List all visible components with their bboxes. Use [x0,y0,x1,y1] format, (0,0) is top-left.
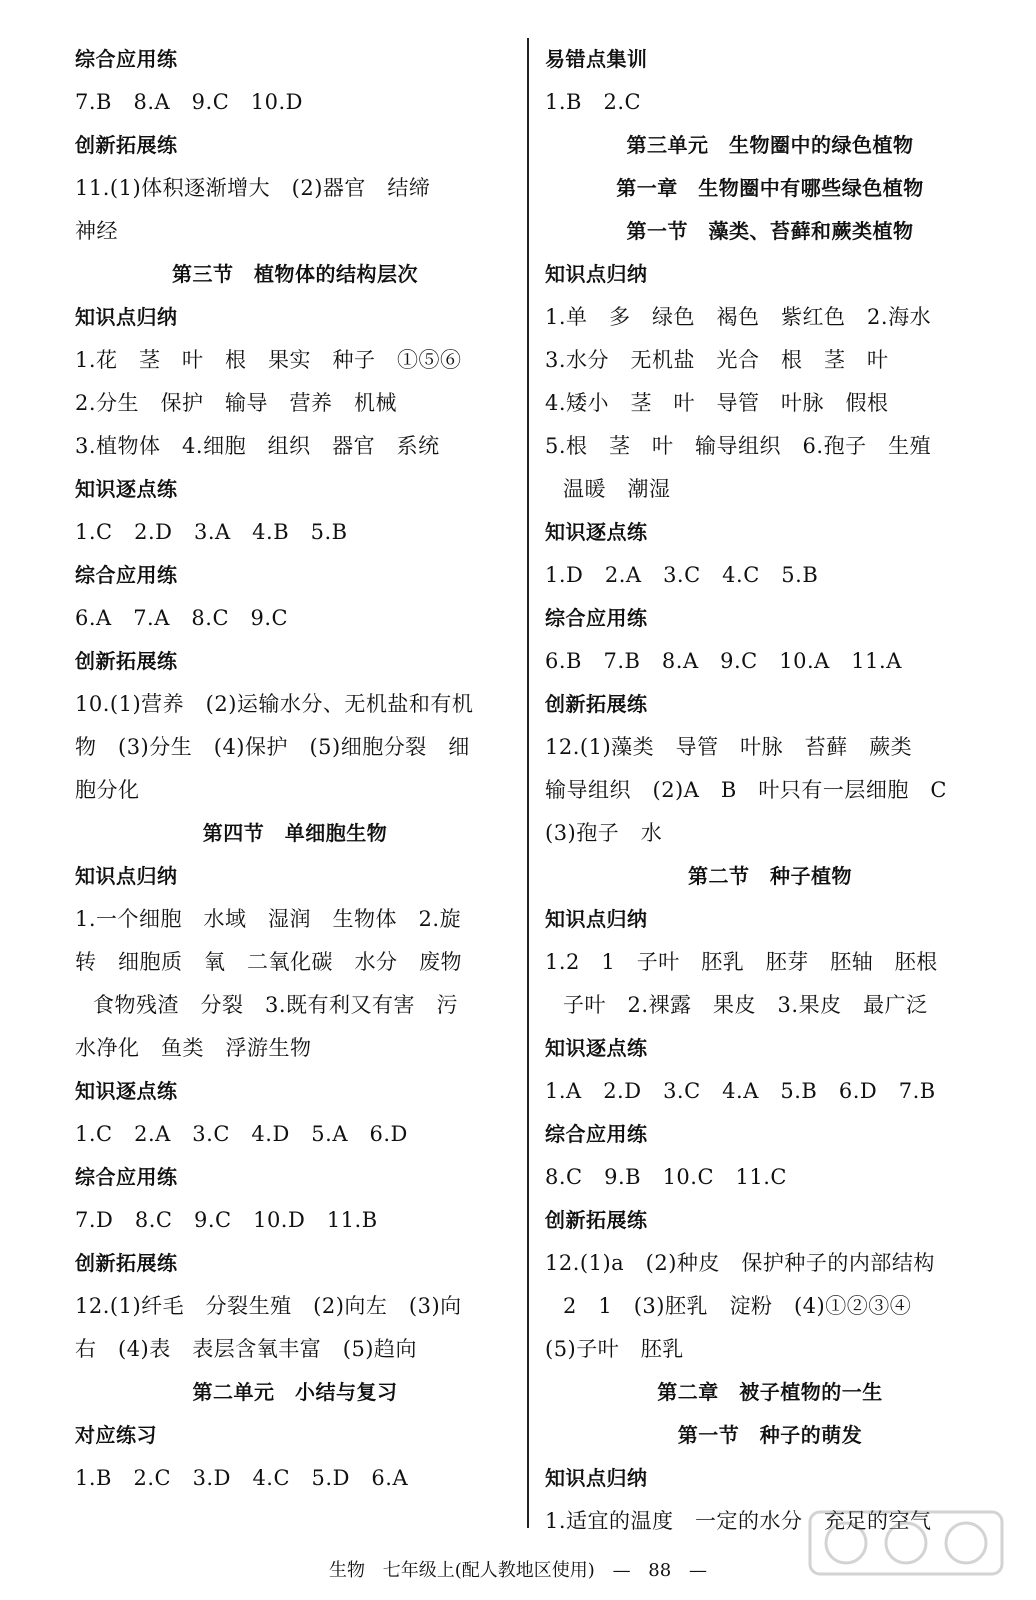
left-column [75,38,515,1500]
answer-line: 3.水分 无机盐 光合 根 茎 叶 [545,348,889,372]
answer-line: 12.(1)藻类 导管 叶脉 苔藓 蕨类 [545,735,913,759]
chapter-title: 第一节 种子的萌发 [677,1423,863,1447]
answer-line: 1.A 2.D 3.C 4.A 5.B 6.D 7.B [545,1079,936,1103]
answer-line: 12.(1)a (2)种皮 保护种子的内部结构 [545,1251,935,1275]
section-heading: 知识点归纳 [545,907,648,931]
answer-line: 4.矮小 茎 叶 导管 叶脉 假根 [545,391,889,415]
footer-dash-left: — [612,1560,631,1581]
chapter-title: 第四节 单细胞生物 [202,821,388,845]
section-heading: 综合应用练 [75,1165,178,1189]
answer-line: 1.D 2.A 3.C 4.C 5.B [545,563,819,587]
answer-line: 食物残渣 分裂 3.既有利又有害 污 [93,993,459,1017]
section-heading: 综合应用练 [545,606,648,630]
answer-line: 2.分生 保护 输导 营养 机械 [75,391,398,415]
answer-line: 1.单 多 绿色 褐色 紫红色 2.海水 [545,305,932,329]
answer-line: 7.B 8.A 9.C 10.D [75,90,304,114]
answer-line: 1.适宜的温度 一定的水分 充足的空气 [545,1509,932,1533]
answer-line: 2 1 (3)胚乳 淀粉 (4)①②③④ [563,1294,912,1318]
answer-line: (3)孢子 水 [545,821,663,845]
answer-line: 神经 [75,219,118,243]
page-number: 88 [648,1560,672,1581]
answer-line: 1.B 2.C 3.D 4.C 5.D 6.A [75,1466,409,1490]
answer-line: 5.根 茎 叶 输导组织 6.孢子 生殖 [545,434,932,458]
answer-line: 物 (3)分生 (4)保护 (5)细胞分裂 细 [75,735,470,759]
chapter-title: 第三单元 生物圈中的绿色植物 [626,133,914,157]
chapter-title: 第二章 被子植物的一生 [657,1380,883,1404]
section-heading: 综合应用练 [75,563,178,587]
footer-dash-right: — [688,1560,707,1581]
answer-line: 6.A 7.A 8.C 9.C [75,606,289,630]
section-heading: 综合应用练 [545,1122,648,1146]
answer-line: 11.(1)体积逐渐增大 (2)器官 结缔 [75,176,431,200]
section-heading: 知识点归纳 [545,1466,648,1490]
answer-line: 3.植物体 4.细胞 组织 器官 系统 [75,434,440,458]
answer-line: 7.D 8.C 9.C 10.D 11.B [75,1208,378,1232]
answer-line: 温暖 潮湿 [563,477,671,501]
chapter-title: 第一章 生物圈中有哪些绿色植物 [616,176,924,200]
section-heading: 创新拓展练 [75,1251,178,1275]
footer-subject: 生物 [329,1560,366,1581]
answer-line: 1.C 2.D 3.A 4.B 5.B [75,520,348,544]
section-heading: 易错点集训 [545,47,648,71]
answer-line: 水净化 鱼类 浮游生物 [75,1036,312,1060]
answer-line: 1.花 茎 叶 根 果实 种子 ①⑤⑥ [75,348,462,372]
chapter-title: 第二节 种子植物 [688,864,852,888]
answer-line: 8.C 9.B 10.C 11.C [545,1165,788,1189]
answer-line: (5)子叶 胚乳 [545,1337,684,1361]
section-heading: 知识逐点练 [75,1079,178,1103]
section-heading: 创新拓展练 [545,1208,648,1232]
section-heading: 创新拓展练 [75,133,178,157]
section-heading: 知识点归纳 [75,864,178,888]
chapter-title: 第三节 植物体的结构层次 [172,262,418,286]
section-heading: 知识逐点练 [545,1036,648,1060]
section-heading: 对应练习 [75,1423,157,1447]
section-heading: 创新拓展练 [545,692,648,716]
section-heading: 创新拓展练 [75,649,178,673]
answer-line: 1.2 1 子叶 胚乳 胚芽 胚轴 胚根 [545,950,938,974]
column-divider [527,38,529,1528]
answer-line: 输导组织 (2)A B 叶只有一层细胞 C [545,778,947,802]
answer-line: 1.B 2.C [545,90,642,114]
answer-line: 12.(1)纤毛 分裂生殖 (2)向左 (3)向 [75,1294,462,1318]
answer-line: 转 细胞质 氧 二氧化碳 水分 废物 [75,950,462,974]
answer-line: 1.C 2.A 3.C 4.D 5.A 6.D [75,1122,408,1146]
chapter-title: 第一节 藻类、苔藓和蕨类植物 [626,219,914,243]
answer-line: 6.B 7.B 8.A 9.C 10.A 11.A [545,649,902,673]
section-heading: 知识点归纳 [75,305,178,329]
chapter-title: 第二单元 小结与复习 [192,1380,398,1404]
right-column [545,38,995,1543]
section-heading: 知识逐点练 [545,520,648,544]
section-heading: 综合应用练 [75,47,178,71]
section-heading: 知识点归纳 [545,262,648,286]
answer-line: 胞分化 [75,778,140,802]
section-heading: 知识逐点练 [75,477,178,501]
answer-line: 1.一个细胞 水域 湿润 生物体 2.旋 [75,907,462,931]
answer-line: 10.(1)营养 (2)运输水分、无机盐和有机 [75,692,474,716]
footer-grade: 七年级上(配人教地区使用) [382,1560,595,1581]
answer-line: 子叶 2.裸露 果皮 3.果皮 最广泛 [563,993,928,1017]
watermark-stamp-icon [806,1508,1006,1578]
answer-line: 右 (4)表 表层含氧丰富 (5)趋向 [75,1337,417,1361]
